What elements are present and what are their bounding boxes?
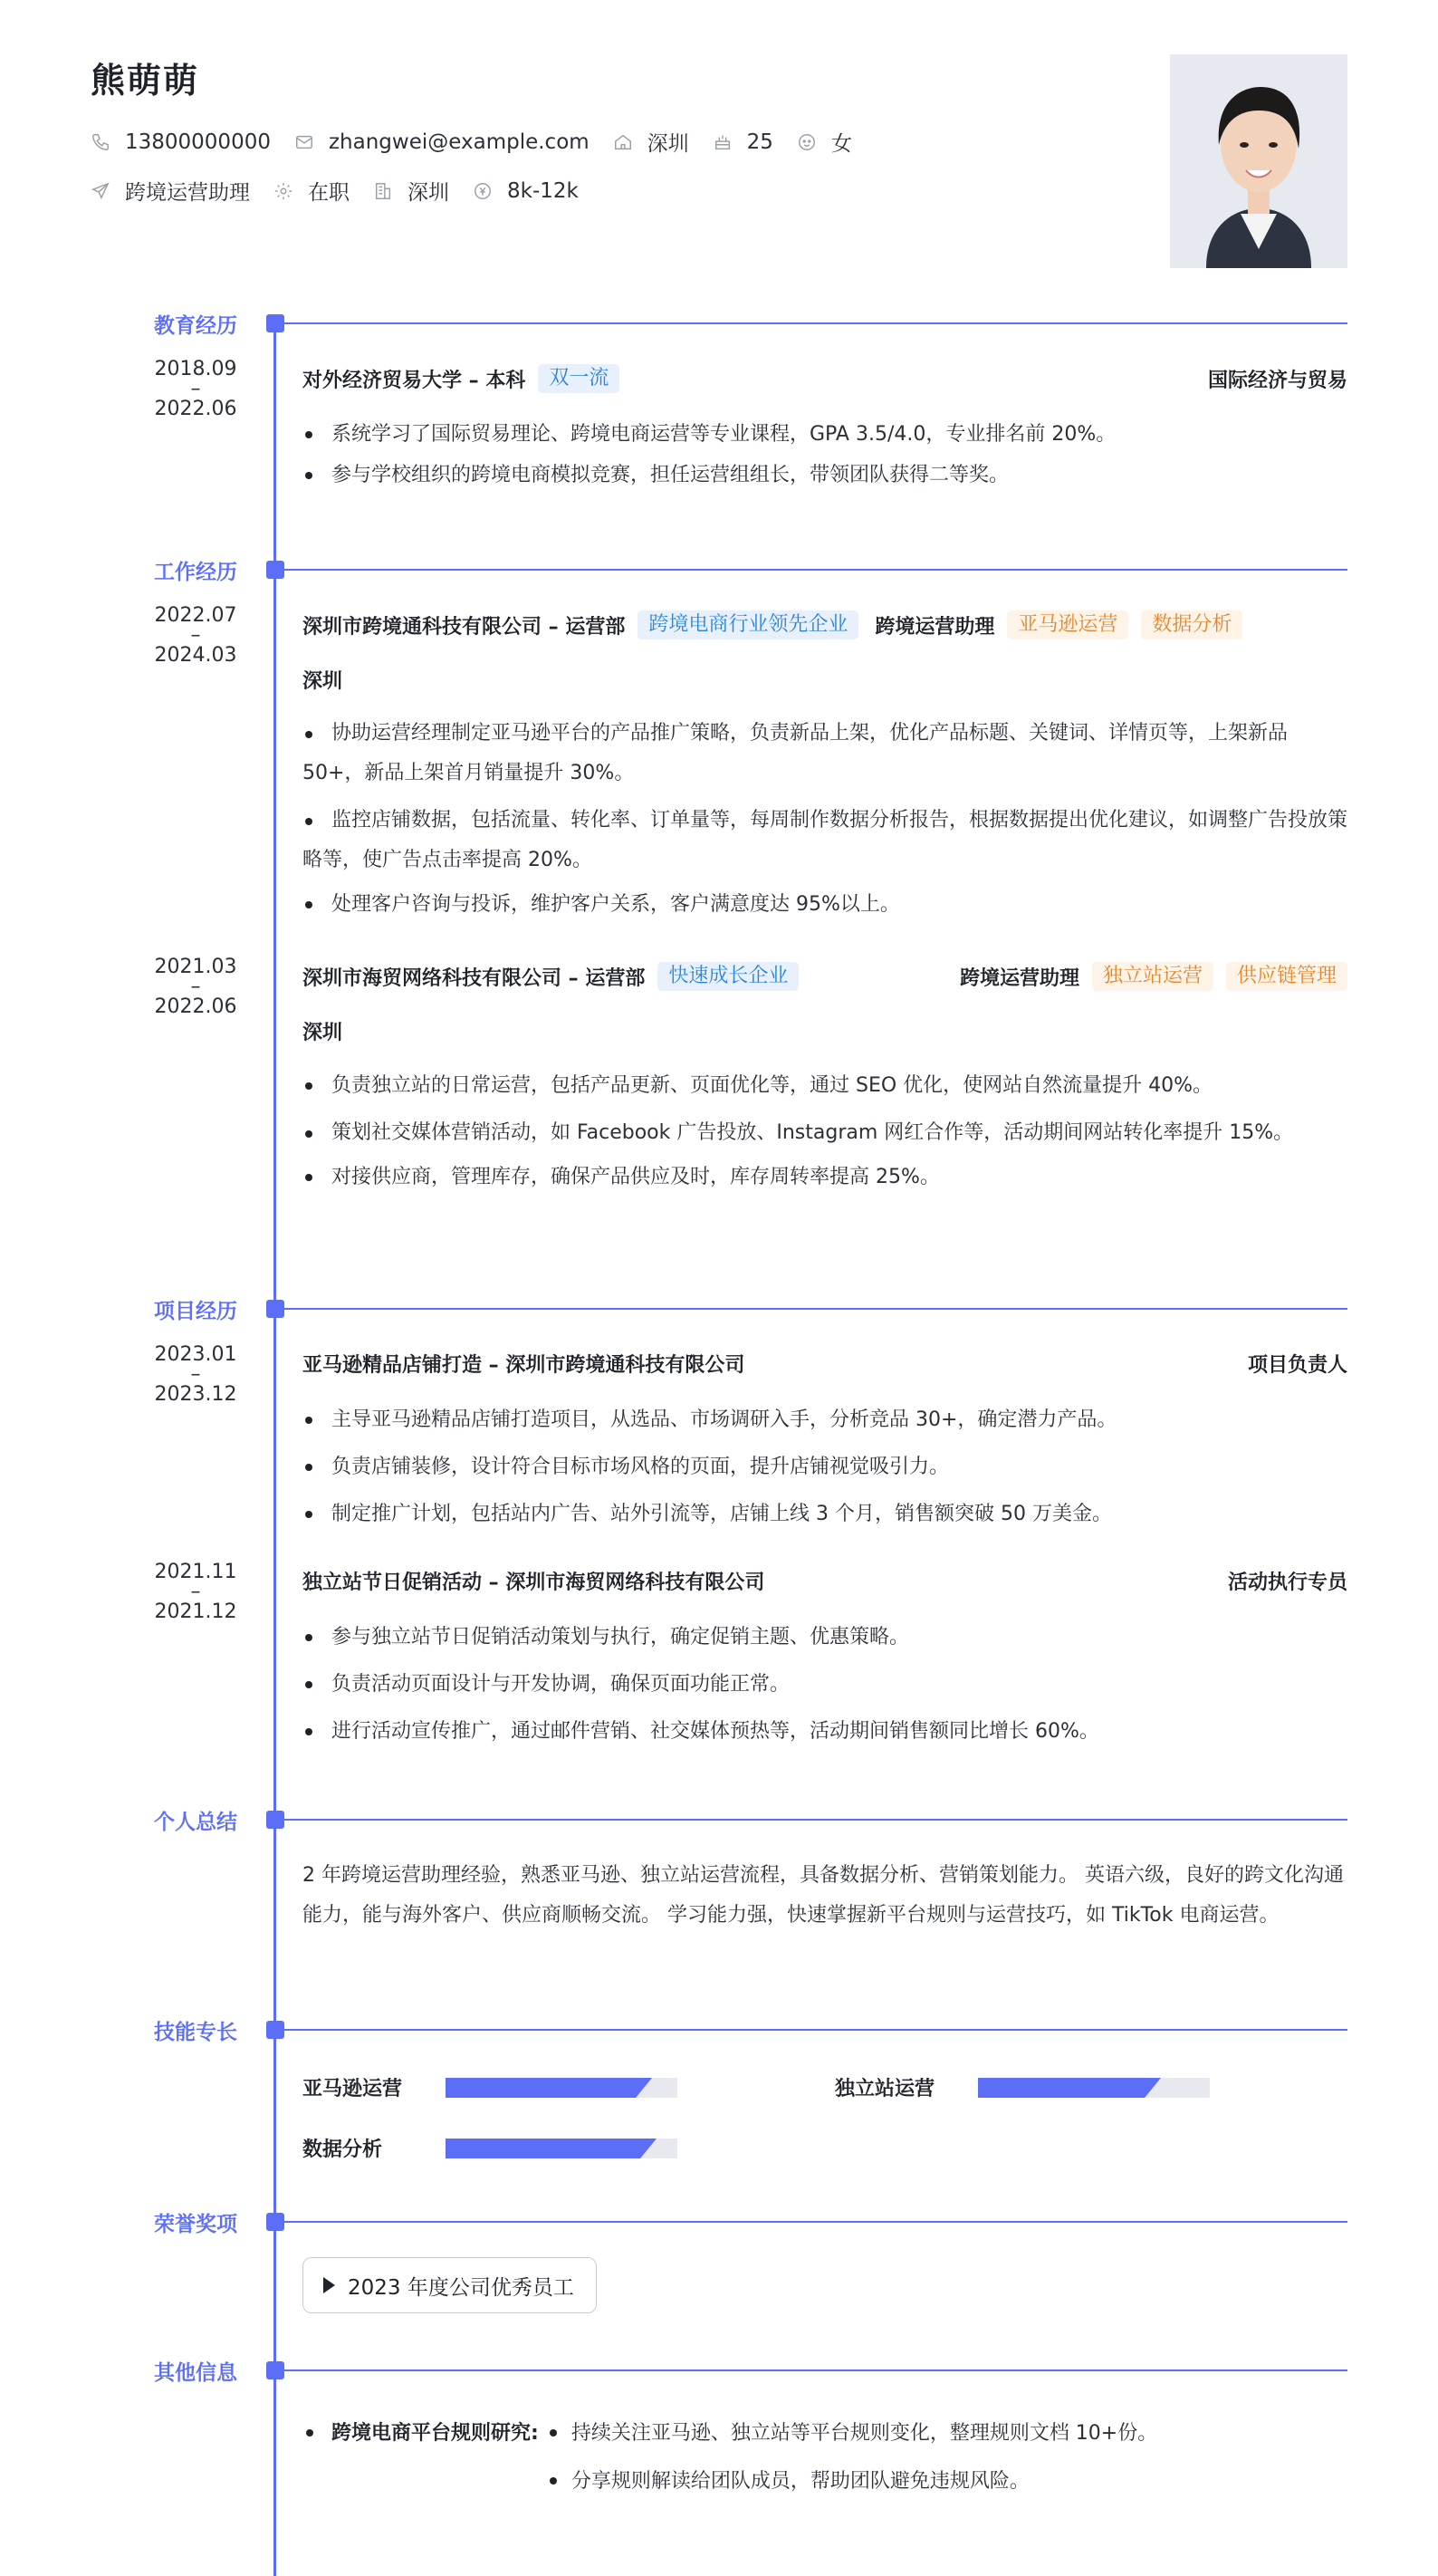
project-date [123, 1344, 268, 1406]
work-city: 深圳 [302, 670, 343, 693]
school-tag: 双一流 [538, 364, 619, 393]
section-node [266, 314, 284, 332]
section-node [266, 1300, 284, 1318]
salary-info [473, 179, 579, 203]
section-title-work: 工作经历 [154, 561, 237, 584]
summary-text: 2 年跨境运营助理经验，熟悉亚马逊、独立站运营流程，具备数据分析、营销策划能力。 英语六级，良好的跨文化沟通能力，能与海外客户、供应商顺畅交流。 学习能力强，快速掌握新平台规则与运营技巧，如 TikTok 电商运营。 [302, 1864, 1344, 1927]
section-node [266, 561, 284, 579]
list-item: 系统学习了国际贸易理论、跨境电商运营等专业课程，GPA 3.5/4.0，专业排名前 20%。 [302, 414, 1347, 455]
section-node [266, 2213, 284, 2231]
section-divider [284, 2369, 1347, 2371]
honor-item[interactable] [302, 2257, 597, 2313]
phone-text: 13800000000 [125, 130, 271, 154]
mail-icon [294, 132, 314, 152]
skill-bar [446, 2078, 677, 2098]
skill-bar [978, 2078, 1210, 2098]
company-name: 深圳市海贸网络科技有限公司 – 运营部 [302, 966, 646, 990]
list-item: 负责店铺装修，设计符合目标市场风格的页面，提升店铺视觉吸引力。 [302, 1447, 1347, 1487]
education-date [123, 359, 268, 420]
skill-name: 独立站运营 [835, 2078, 935, 2100]
project-role: 项目负责人 [1247, 1354, 1347, 1377]
position: 跨境运营助理 [875, 615, 995, 639]
age-text: 25 [746, 130, 773, 154]
send-icon [91, 181, 110, 201]
list-item: 负责独立站的日常运营，包括产品更新、页面优化等，通过 SEO 优化，使网站自然流量提升 40%。 [302, 1065, 1347, 1106]
list-item: 制定推广计划，包括站内广告、站外引流等，店铺上线 3 个月，销售额突破 50 万美金。 [302, 1494, 1347, 1534]
play-triangle-icon [323, 2277, 335, 2293]
date-start: 2021.11 [154, 1561, 237, 1583]
date-dash: – [190, 1581, 201, 1603]
section-divider [284, 1819, 1347, 1821]
home-icon [613, 132, 633, 152]
section-node [266, 1811, 284, 1829]
coin-icon [473, 181, 493, 201]
date-dash: – [190, 976, 201, 998]
section-node [266, 2021, 284, 2039]
skill-tag: 供应链管理 [1226, 962, 1347, 991]
company-tag: 跨境电商行业领先企业 [638, 610, 858, 639]
section-title-summary: 个人总结 [154, 1811, 237, 1834]
list-item: 分享规则解读给团队成员，帮助团队避免违规风险。 [539, 2457, 1157, 2505]
section-divider [284, 569, 1347, 571]
date-dash: – [190, 624, 201, 647]
project-bullets [302, 1399, 1347, 1534]
project-header [302, 1567, 1347, 1595]
list-item: 参与独立站节日促销活动策划与执行，确定促销主题、优惠策略。 [302, 1617, 1347, 1658]
education-bullets [302, 414, 1347, 495]
project-bullets [302, 1617, 1347, 1752]
skill-bar [446, 2139, 677, 2158]
skill-tag: 亚马逊运营 [1007, 610, 1128, 639]
section-title-projects: 项目经历 [154, 1300, 237, 1323]
other-info-key: 跨境电商平台规则研究: [302, 2409, 539, 2505]
status-text: 在职 [308, 181, 350, 205]
section-divider [284, 2221, 1347, 2223]
section-title-honors: 荣誉奖项 [154, 2213, 237, 2236]
position: 跨境运营助理 [959, 966, 1079, 990]
list-item: 处理客户咨询与投诉，维护客户关系，客户满意度达 95%以上。 [302, 884, 1347, 925]
work-date [123, 605, 268, 667]
section-divider [284, 1308, 1347, 1310]
school-name: 对外经济贸易大学 – 本科 [302, 369, 526, 392]
email-text: zhangwei@example.com [328, 130, 590, 154]
project-date [123, 1562, 268, 1623]
list-item: 负责活动页面设计与开发协调，确保页面功能正常。 [302, 1664, 1347, 1705]
gender-info [797, 127, 852, 157]
job-intent-row [91, 176, 602, 206]
skill-name: 亚马逊运营 [302, 2078, 403, 2100]
education-header [302, 364, 1347, 393]
section-title-other: 其他信息 [154, 2361, 237, 2385]
section-divider [284, 2029, 1347, 2031]
timeline-line [273, 324, 276, 2576]
work-header [302, 610, 1347, 639]
list-item: 协助运营经理制定亚马逊平台的产品推广策略，负责新品上架，优化产品标题、关键词、详情页等，上架新品 50+，新品上架首月销量提升 30%。 [302, 714, 1347, 793]
section-divider [284, 322, 1347, 324]
skill-name: 数据分析 [302, 2139, 383, 2161]
skill-item [302, 2073, 677, 2101]
company-name: 深圳市跨境通科技有限公司 – 运营部 [302, 615, 626, 639]
target-city-info [373, 176, 449, 206]
date-start: 2023.01 [154, 1343, 237, 1366]
work-bullets [302, 1065, 1347, 1197]
job-target-info [91, 176, 250, 206]
work-bullets [302, 714, 1347, 925]
date-start: 2018.09 [154, 358, 237, 380]
skill-tag: 独立站运营 [1092, 962, 1213, 991]
date-start: 2022.07 [154, 604, 237, 627]
list-item: 持续关注亚马逊、独立站等平台规则变化，整理规则文档 10+份。 [539, 2409, 1157, 2457]
skill-item [302, 2134, 677, 2162]
date-end: 2021.12 [154, 1600, 237, 1623]
section-node [266, 2361, 284, 2379]
section-title-skills: 技能专长 [154, 2021, 237, 2044]
email-info [294, 130, 590, 154]
date-end: 2022.06 [154, 995, 237, 1018]
other-info-item [302, 2409, 1157, 2505]
gear-icon [273, 181, 293, 201]
skill-tag: 数据分析 [1141, 610, 1242, 639]
job-target-text: 跨境运营助理 [125, 181, 250, 205]
project-role: 活动执行专员 [1227, 1572, 1347, 1594]
section-title-education: 教育经历 [154, 314, 237, 338]
phone-icon [91, 132, 110, 152]
work-header [302, 962, 1347, 991]
contact-row [91, 127, 876, 157]
skill-bar-fill [446, 2139, 640, 2158]
date-start: 2021.03 [154, 956, 237, 978]
candidate-name: 熊萌萌 [91, 61, 200, 101]
salary-text: 8k-12k [507, 178, 579, 203]
list-item: 主导亚马逊精品店铺打造项目，从选品、市场调研入手，分析竞品 30+，确定潜力产品。 [302, 1399, 1347, 1440]
building-icon [373, 181, 393, 201]
project-title: 亚马逊精品店铺打造 – 深圳市跨境通科技有限公司 [302, 1354, 745, 1377]
work-date [123, 956, 268, 1018]
project-title: 独立站节日促销活动 – 深圳市海贸网络科技有限公司 [302, 1572, 765, 1594]
date-end: 2022.06 [154, 398, 237, 420]
date-end: 2024.03 [154, 644, 237, 667]
company-tag: 快速成长企业 [657, 962, 799, 991]
cake-icon [713, 132, 733, 152]
list-item: 监控店铺数据，包括流量、转化率、订单量等，每周制作数据分析报告，根据数据提出优化建议，如调整广告投放策略等，使广告点击率提高 20%。 [302, 801, 1347, 880]
date-dash: – [190, 1363, 201, 1386]
date-dash: – [190, 378, 201, 400]
list-item: 进行活动宣传推广，通过邮件营销、社交媒体预热等，活动期间销售额同比增长 60%。 [302, 1711, 1347, 1752]
project-header [302, 1350, 1347, 1378]
date-end: 2023.12 [154, 1383, 237, 1406]
profile-photo [1170, 54, 1347, 268]
list-item: 对接供应商，管理库存，确保产品供应及时，库存周转率提高 25%。 [302, 1157, 1347, 1197]
location-text: 深圳 [647, 132, 689, 156]
skill-bar-fill [978, 2078, 1145, 2098]
list-item: 参与学校组织的跨境电商模拟竞赛，担任运营组组长，带领团队获得二等奖。 [302, 455, 1347, 495]
major: 国际经济与贸易 [1207, 369, 1347, 392]
honor-text: 2023 年度公司优秀员工 [348, 2275, 574, 2300]
other-info-list [539, 2409, 1157, 2505]
location-info [613, 127, 689, 157]
work-city: 深圳 [302, 1022, 343, 1044]
age-info [713, 130, 773, 154]
target-city-text: 深圳 [407, 181, 449, 205]
status-info [273, 176, 350, 206]
gender-text: 女 [830, 132, 852, 156]
face-icon [797, 132, 817, 152]
skill-bar-fill [446, 2078, 636, 2098]
list-item: 策划社交媒体营销活动，如 Facebook 广告投放、Instagram 网红合作等，活动期间网站转化率提升 15%。 [302, 1113, 1347, 1153]
skill-item [835, 2073, 1210, 2101]
phone-info [91, 130, 271, 154]
